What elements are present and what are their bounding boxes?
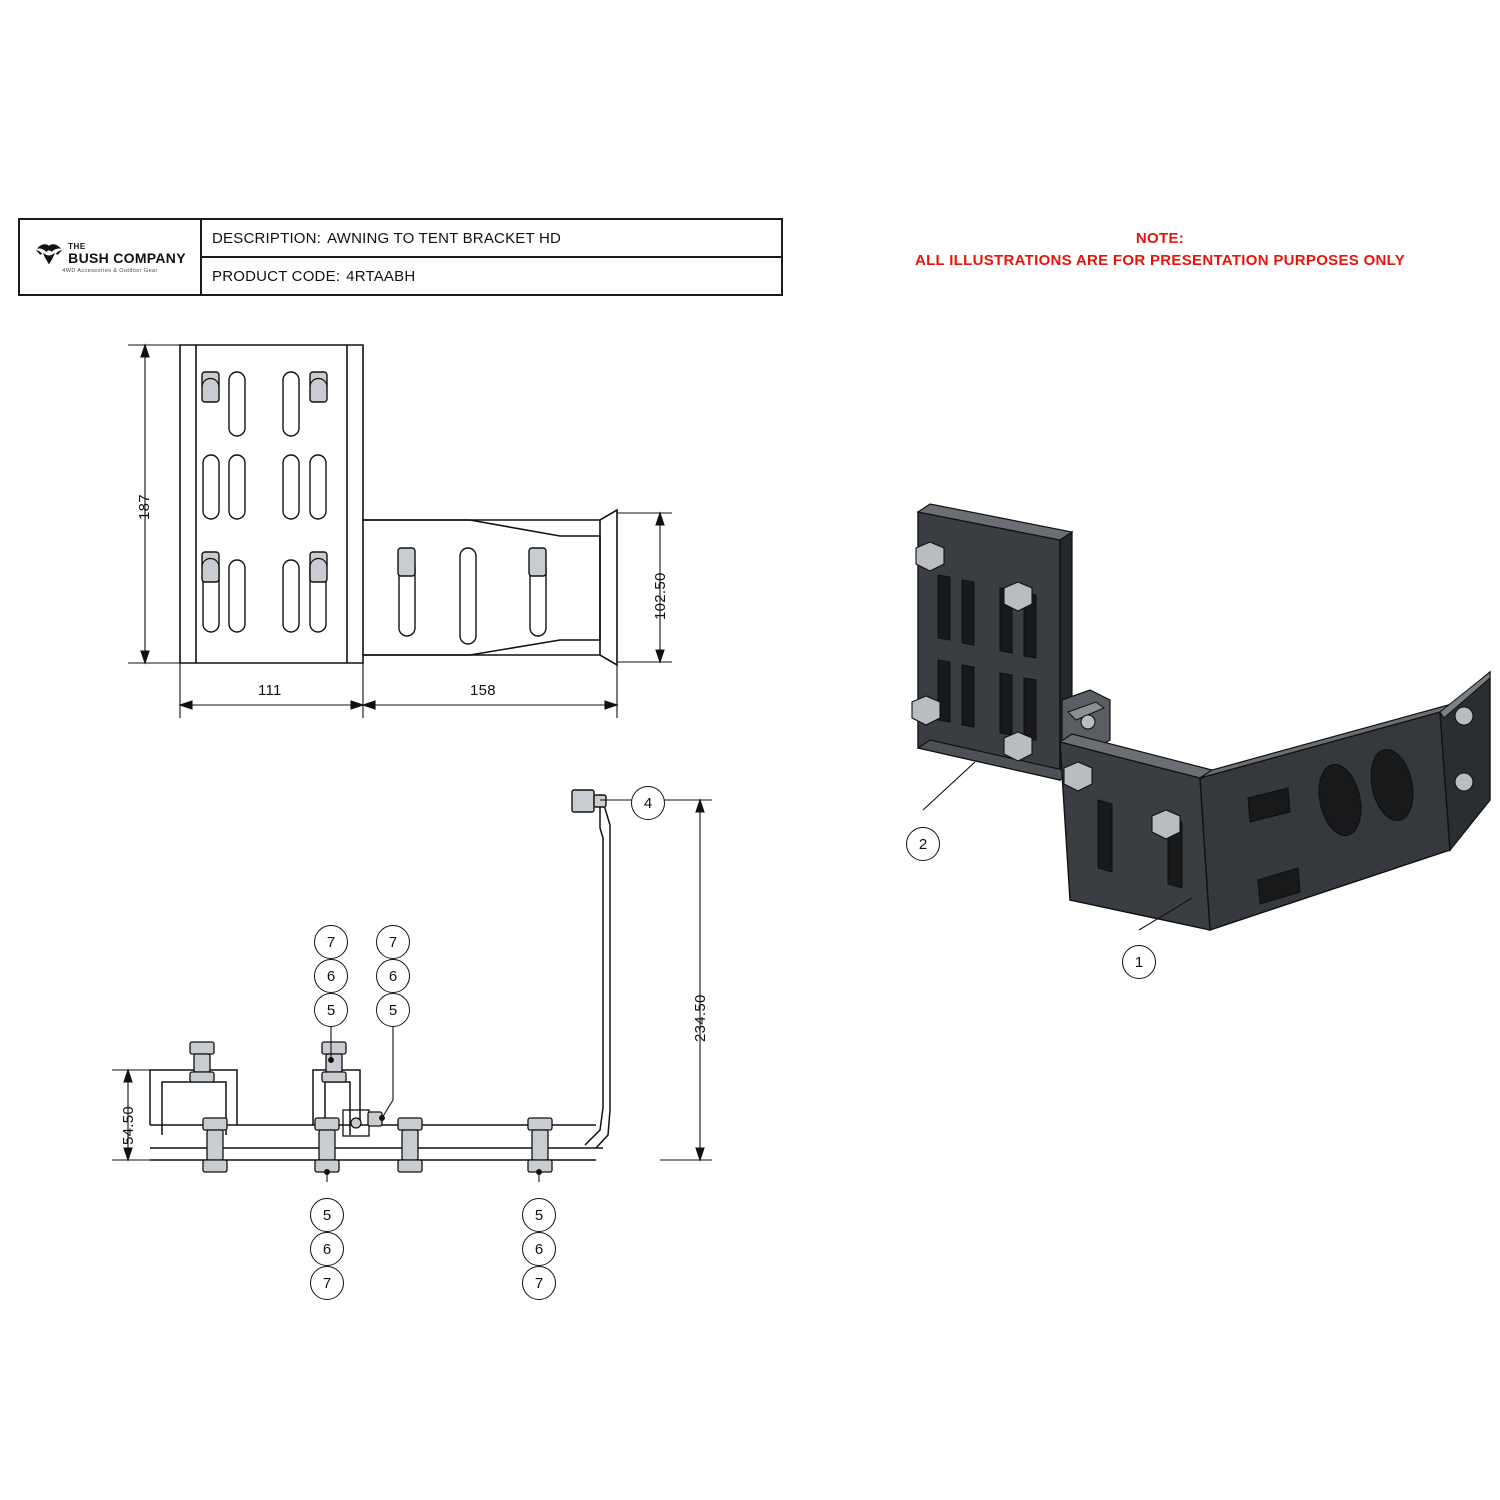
vertical-plate-slots xyxy=(203,372,326,632)
arm-slots xyxy=(399,548,546,644)
note-heading: NOTE: xyxy=(1135,230,1185,247)
product-code-value: 4RTAABH xyxy=(346,267,416,285)
iso-hinge-joint xyxy=(1062,690,1110,752)
dim-111: 111 xyxy=(258,682,282,699)
assembly-side-view-geometry xyxy=(112,790,712,1182)
bull-logo-icon xyxy=(34,241,64,267)
iso-plate-item-2 xyxy=(912,504,1072,780)
balloon-6-c[interactable]: 6 xyxy=(310,1232,344,1266)
product-code-label: PRODUCT CODE: xyxy=(212,267,341,285)
hardware-lower xyxy=(203,1118,552,1172)
balloon-7-a[interactable]: 7 xyxy=(314,925,348,959)
balloon-5-b[interactable]: 5 xyxy=(376,993,410,1027)
title-block xyxy=(18,218,783,296)
dim-158: 158 xyxy=(470,682,496,699)
title-row-product-code xyxy=(202,258,781,294)
logo-the-text: THE xyxy=(68,241,86,251)
balloon-6-b[interactable]: 6 xyxy=(376,959,410,993)
dim-187: 187 xyxy=(136,494,153,520)
logo-tagline: 4WD Accessories & Outdoor Gear xyxy=(62,267,158,274)
bracket-profile-outline xyxy=(180,345,617,665)
description-label: DESCRIPTION: xyxy=(212,229,322,247)
balloon-7-b[interactable]: 7 xyxy=(376,925,410,959)
balloon-1[interactable]: 1 xyxy=(1122,945,1156,979)
hardware-upper xyxy=(190,1042,346,1082)
brand-logo xyxy=(20,220,202,294)
balloon-6-a[interactable]: 6 xyxy=(314,959,348,993)
iso-bracket-item-1 xyxy=(1060,672,1490,930)
balloon-5-d[interactable]: 5 xyxy=(522,1198,556,1232)
balloon-5-c[interactable]: 5 xyxy=(310,1198,344,1232)
dim-54-50: 54.50 xyxy=(120,1105,137,1145)
balloon-6-d[interactable]: 6 xyxy=(522,1232,556,1266)
isometric-assembly-geometry xyxy=(912,504,1490,930)
dim-234-50: 234.50 xyxy=(692,994,709,1042)
balloon-5-a[interactable]: 5 xyxy=(314,993,348,1027)
balloon-4[interactable]: 4 xyxy=(631,786,665,820)
bolt-heads-arm xyxy=(398,548,546,576)
balloon-7-d[interactable]: 7 xyxy=(522,1266,556,1300)
description-value: AWNING TO TENT BRACKET HD xyxy=(327,229,562,247)
balloon-7-c[interactable]: 7 xyxy=(310,1266,344,1300)
bolt-heads-vertical-plate xyxy=(202,372,327,582)
dim-102-50: 102.50 xyxy=(652,572,669,620)
note-block xyxy=(840,228,1480,272)
note-body: ALL ILLUSTRATIONS ARE FOR PRESENTATION PURPOSES ONLY xyxy=(914,251,1406,269)
leader-lines xyxy=(325,800,630,1182)
dimension-lines-top-view xyxy=(128,345,672,718)
balloon-2[interactable]: 2 xyxy=(906,827,940,861)
title-row-description xyxy=(202,220,781,258)
logo-name-text: BUSH COMPANY xyxy=(68,249,186,266)
